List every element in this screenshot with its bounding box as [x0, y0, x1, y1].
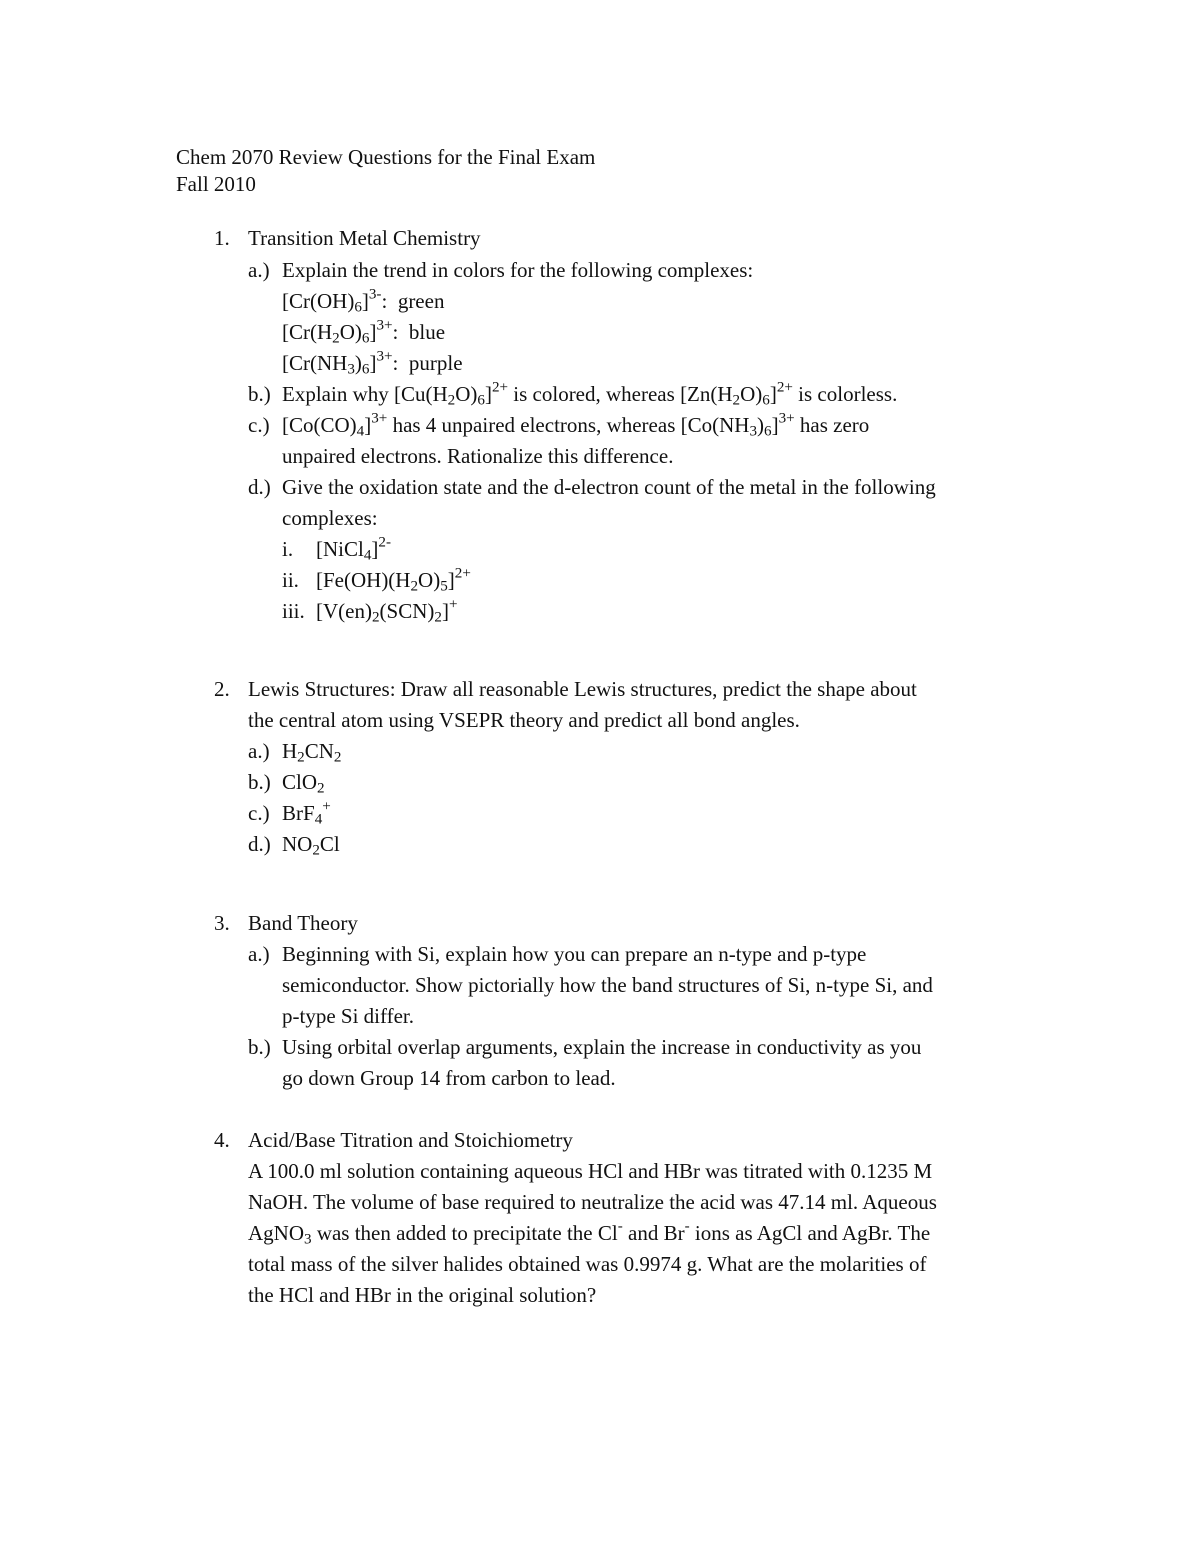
- q1d-i-formula: [NiCl$_4$]$^{2-}$: [316, 534, 391, 564]
- q2a-formula: $H_2CN_2$: [282, 739, 342, 766]
- q1d-iii-formula: $[V(en)_2(SCN)_2]^+$: [316, 596, 458, 626]
- q1d-ii-formula: $[Fe(OH)(H_2O)_5]^{2+}$: [316, 565, 471, 595]
- q1a-complex-2: $[Cr(H_2O)_6]^{3+}$: blue: [282, 317, 446, 347]
- q1a-color-2: blue: [408, 320, 446, 344]
- doc-term: Fall 2010: [176, 172, 256, 196]
- q1a-text: Explain the trend in colors for the following complexes:: [282, 258, 754, 282]
- q3a-line-3: p-type Si differ.: [282, 1004, 415, 1028]
- q4-line-5: the HCl and HBr in the original solution?: [248, 1283, 597, 1307]
- q1b-label: b.): [248, 382, 271, 406]
- q2b-formula: ClO$_2$: [282, 770, 325, 797]
- q4-line-2: NaOH. The volume of base required to neutralize the acid was 47.14 ml. Aqueous: [248, 1190, 937, 1214]
- q2d-formula: $NO_2Cl$: [282, 832, 340, 859]
- q1c-text-2: has zero: [799, 413, 870, 437]
- q1c-line-1: $[Co(CO)_4]^{3+}$ has 4 unpaired electrons, whereas $[Co(NH_3)_6]^{3+}$ has zero: [282, 410, 870, 440]
- q1d-iii-label: iii.: [282, 599, 305, 623]
- q2-line-1: Lewis Structures: Draw all reasonable Lewis structures, predict the shape about: [248, 677, 917, 701]
- q3a-line-1: Beginning with Si, explain how you can prepare an n-type and p-type: [282, 942, 867, 966]
- q3-number: 3.: [214, 911, 230, 935]
- q2b-label: b.): [248, 770, 271, 794]
- q4-line-4: total mass of the silver halides obtained was 0.9974 g. What are the molarities of: [248, 1252, 927, 1276]
- q2a-label: a.): [248, 739, 270, 763]
- q2d-label: d.): [248, 832, 271, 856]
- q4-line-3-post: ions as AgCl and AgBr. The: [694, 1221, 931, 1245]
- q4-line-1: A 100.0 ml solution containing aqueous HCl and HBr was titrated with 0.1235 M: [248, 1159, 933, 1183]
- q1-number: 1.: [214, 226, 230, 250]
- q2c-formula: BrF$_4$+: [282, 798, 331, 828]
- q2-line-2: the central atom using VSEPR theory and predict all bond angles.: [248, 708, 800, 732]
- q4-line-3-and: and: [628, 1221, 659, 1245]
- q3a-label: a.): [248, 942, 270, 966]
- q4-line-3-pre: was then added to precipitate the: [316, 1221, 593, 1245]
- q1a-label: a.): [248, 258, 270, 282]
- q1c-text-1: has 4 unpaired electrons, whereas: [392, 413, 676, 437]
- q2-number: 2.: [214, 677, 230, 701]
- q1b-text-3: is colorless.: [798, 382, 898, 406]
- q4-number: 4.: [214, 1128, 230, 1152]
- q3b-label: b.): [248, 1035, 271, 1059]
- q1d-line-2: complexes:: [282, 506, 378, 530]
- q1b-text-1: Explain why: [282, 382, 389, 406]
- q1b-text-2: is colored, whereas: [513, 382, 675, 406]
- q3a-line-2: semiconductor. Show pictorially how the band structures of Si, n-type Si, and: [282, 973, 933, 997]
- doc-title: Chem 2070 Review Questions for the Final Exam: [176, 145, 596, 169]
- q1d-label: d.): [248, 475, 271, 499]
- q1a-complex-1: $[Cr(OH)_6]^{3-}$: green: [282, 286, 445, 316]
- q1a-color-1: green: [397, 289, 445, 313]
- q3-title: Band Theory: [248, 911, 358, 935]
- q1d-line-1: Give the oxidation state and the d-electron count of the metal in the following: [282, 475, 936, 499]
- q3b-line-1: Using orbital overlap arguments, explain the increase in conductivity as you: [282, 1035, 922, 1059]
- q1-title: Transition Metal Chemistry: [248, 226, 481, 250]
- q1d-ii-label: ii.: [282, 568, 299, 592]
- q1d-i-label: i.: [282, 537, 294, 561]
- q4-title: Acid/Base Titration and Stoichiometry: [248, 1128, 573, 1152]
- q1c-line-2: unpaired electrons. Rationalize this difference.: [282, 444, 674, 468]
- q1a-complex-3: $[Cr(NH_3)_6]^{3+}$: purple: [282, 348, 463, 378]
- q3b-line-2: go down Group 14 from carbon to lead.: [282, 1066, 616, 1090]
- q1c-label: c.): [248, 413, 270, 437]
- q1a-color-3: purple: [408, 351, 463, 375]
- q2c-label: c.): [248, 801, 270, 825]
- q1b-text: Explain why $[Cu(H_2O)_6]^{2+}$ is colored, whereas $[Zn(H_2O)_6]^{2+}$ is colorless.: [282, 379, 898, 409]
- q4-line-3: AgNO$_3$ was then added to precipitate the Cl- and Br- ions as AgCl and AgBr. The: [248, 1218, 931, 1248]
